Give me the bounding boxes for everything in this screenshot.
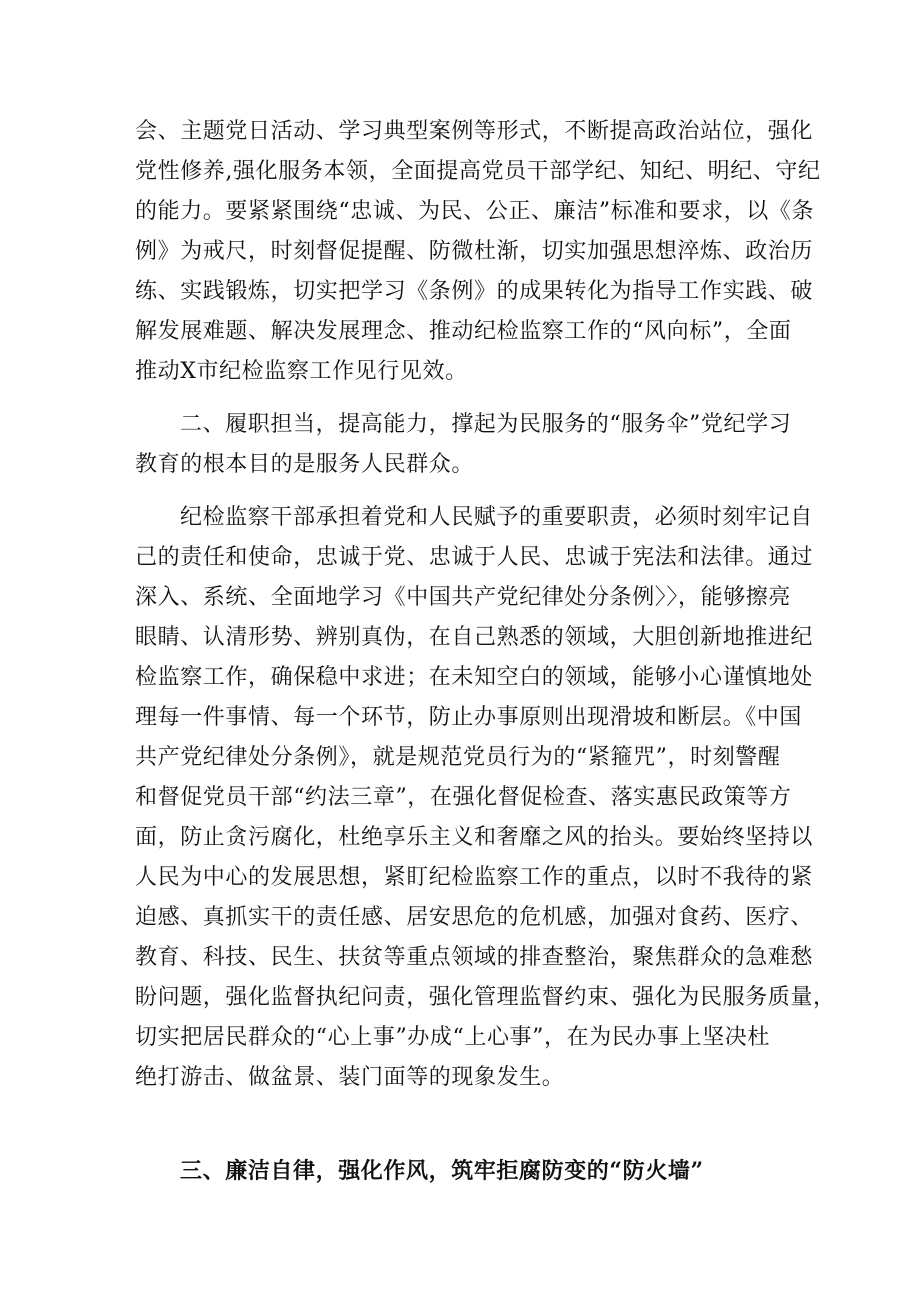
text-line: 检监察工作，确保稳中求进；在未知空白的领域，能够小心谨慎地处 [135,665,814,690]
text-line: 己的责任和使命，忠诚于党、忠诚于人民、忠诚于宪法和法律。通过 [135,545,814,570]
text-line: 例》为戒尺，时刻督促提醒、防微杜渐，切实加强思想淬炼、政治历 [135,239,814,264]
text-line: 深入、系统、全面地学习《中国共产党纪律处分条例〉〉，能够擦亮 [135,585,792,610]
text-line: 教育的根本目的是服务人民群众。 [135,452,475,477]
text-line: 和督促党员干部“约法三章”，在强化督促检查、落实惠民政策等方 [135,785,792,810]
text-line: 共产党纪律处分条例》，就是规范党员行为的“紧箍咒”，时刻警醒 [135,745,781,770]
text-line: 解发展难题、解决发展理念、推动纪检监察工作的“风向标”，全面 [135,319,792,344]
text-line: 切实把居民群众的“心上事”办成“上心事”，在为民办事上坚决杜 [135,1025,770,1050]
text-line: 眼睛、认清形势、辨别真伪，在自己熟悉的领域，大胆创新地推进纪 [135,625,814,650]
text-line: 推动X市纪检监察工作见行见效。 [135,359,468,384]
section-heading-3: 三、廉洁自律，强化作风，筑牢拒腐防变的“防火墙” [180,1158,704,1184]
paragraph-first-line: 纪检监察干部承担着党和人民赋予的重要职责，必须时刻牢记自 [180,505,813,530]
text-line: 党性修养,强化服务本领，全面提高党员干部学纪、知纪、明纪、守纪 [135,159,821,184]
text-line: 绝打游击、做盆景、装门面等的现象发生。 [135,1065,565,1090]
text-line: 面，防止贪污腐化，杜绝享乐主义和奢靡之风的抬头。要始终坚持以 [135,825,814,850]
text-line: 盼问题，强化监督执纪问责，强化管理监督约束、强化为民服务质量， [135,985,836,1010]
text-line: 理每一件事情、每一个环节，防止办事原则出现滑坡和断层。《中国 [135,705,803,730]
section-heading-2: 二、履职担当，提高能力，撑起为民服务的“服务伞”党纪学习 [180,412,792,437]
text-line: 教育、科技、民生、扶贫等重点领域的排查整治，聚焦群众的急难愁 [135,945,814,970]
text-line: 人民为中心的发展思想，紧盯纪检监察工作的重点，以时不我待的紧 [135,865,814,890]
text-line: 练、实践锻炼，切实把学习《条例》的成果转化为指导工作实践、破 [135,279,814,304]
text-line: 的能力。要紧紧围绕“忠诚、为民、公正、廉洁”标准和要求，以《条 [135,199,815,224]
text-line: 迫感、真抓实干的责任感、居安思危的危机感，加强对食药、医疗、 [135,905,814,930]
text-line: 会、主题党日活动、学习典型案例等形式，不断提高政治站位，强化 [135,119,814,144]
